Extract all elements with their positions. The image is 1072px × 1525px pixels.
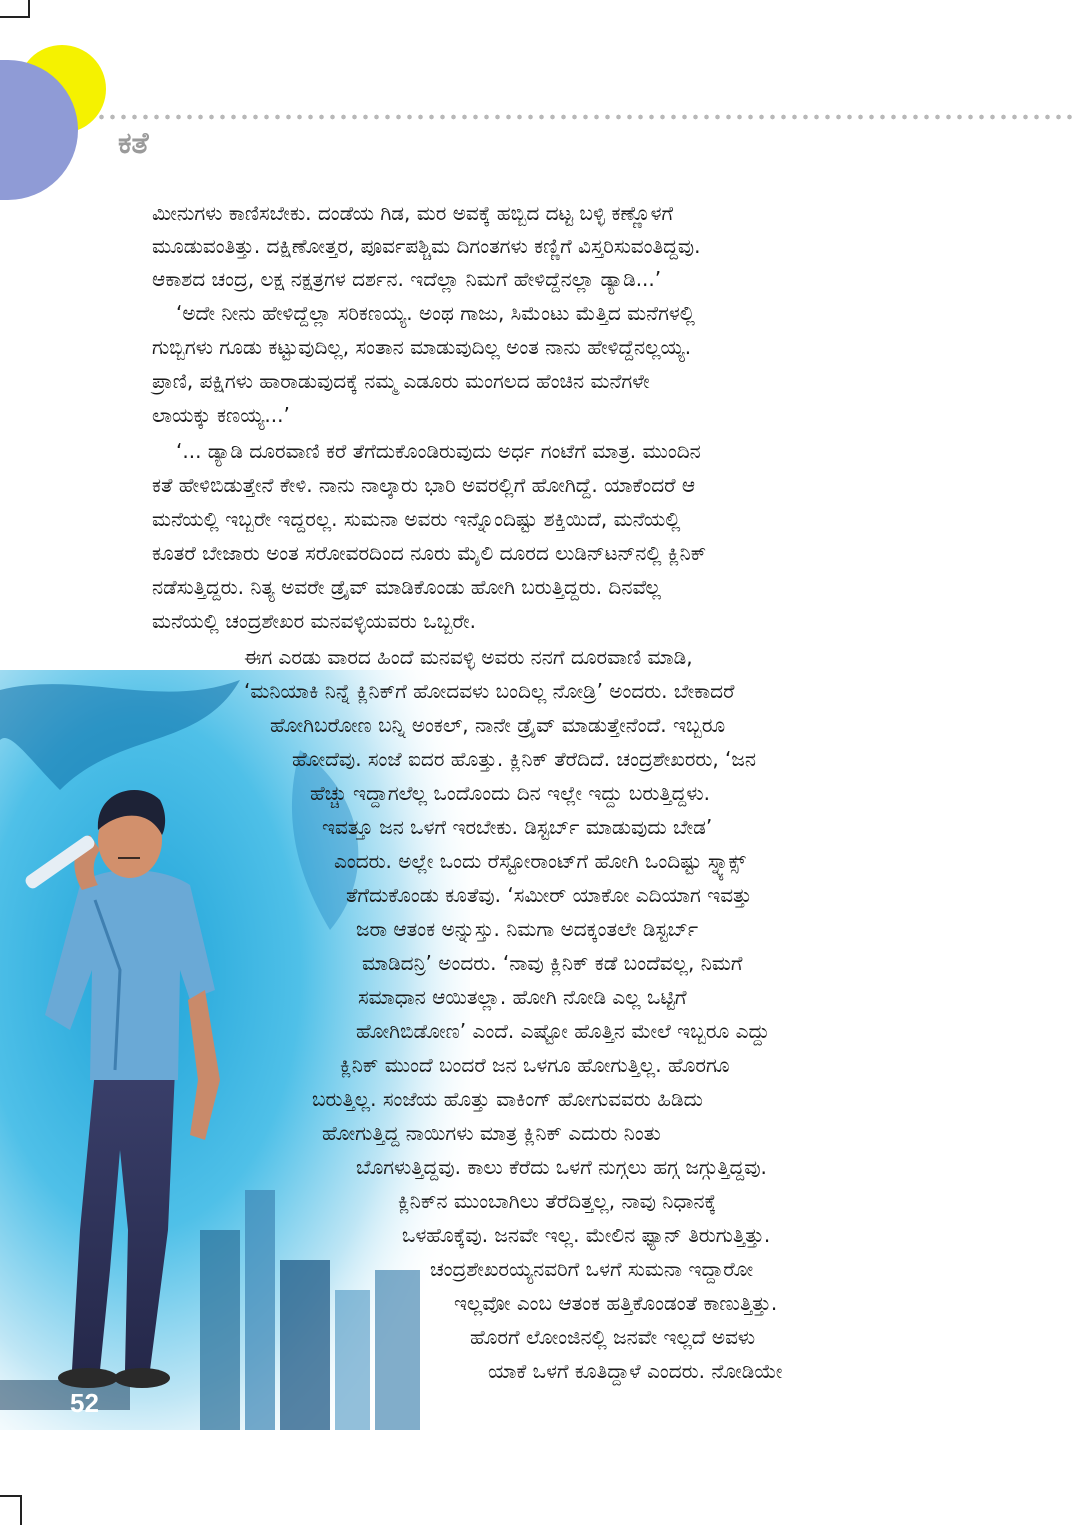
text-line: ಬೊಗಳುತ್ತಿದ್ದವು. ಕಾಲು ಕೆರೆದು ಒಳಗೆ ನುಗ್ಗಲು ಹಗ್ಗ ಜಗ್ಗುತ್ತಿದ್ದವು. <box>356 1155 767 1179</box>
crop-mark-bottom-left-h <box>0 1495 22 1497</box>
text-line: ಮಾಡಿದನ್ರಿ’ ಅಂದರು. ‘ನಾವು ಕ್ಲಿನಿಕ್ ಕಡೆ ಬಂದೆವಲ್ಲ, ನಿಮಗೆ <box>362 951 743 975</box>
text-line: ಹೋದೆವು. ಸಂಜೆ ಐದರ ಹೊತ್ತು. ಕ್ಲಿನಿಕ್ ತೆರೆದಿದೆ. ಚಂದ್ರಶೇಖರರು, ‘ಜನ <box>292 747 756 771</box>
text-line: ಮೂಡುವಂತಿತ್ತು. ದಕ್ಷಿಣೋತ್ತರ, ಪೂರ್ವಪಶ್ಚಿಮ ದಿಗಂತಗಳು ಕಣ್ಣಿಗೆ ವಿಸ್ತರಿಸುವಂತಿದ್ದವು. <box>152 234 701 258</box>
text-line: ಹೋಗಿಬರೋಣ ಬನ್ನಿ ಅಂಕಲ್, ನಾನೇ ಡ್ರೈವ್ ಮಾಡುತ್ತೇನೆಂದೆ. ಇಬ್ಬರೂ <box>270 713 726 737</box>
text-line: ಕತೆ ಹೇಳಿಬಿಡುತ್ತೇನೆ ಕೇಳಿ. ನಾನು ನಾಲ್ಕಾರು ಭಾರಿ ಅವರಲ್ಲಿಗೆ ಹೋಗಿದ್ದೆ. ಯಾಕೆಂದರೆ ಆ <box>152 473 696 497</box>
text-line: ‘ಅದೇ ನೀನು ಹೇಳಿದ್ದೆಲ್ಲಾ ಸರಿಕಣಯ್ಯ. ಅಂಥ ಗಾಜು, ಸಿಮೆಂಟು ಮೆತ್ತಿದ ಮನೆಗಳಲ್ಲಿ <box>176 301 695 325</box>
text-line: ಒಳಹೊಕ್ಕೆವು. ಜನವೇ ಇಲ್ಲ. ಮೇಲಿನ ಫ್ಯಾನ್ ತಿರುಗುತ್ತಿತ್ತು. <box>402 1223 771 1247</box>
text-line: ಕ್ಲಿನಿಕ್‌ನ ಮುಂಬಾಗಿಲು ತೆರೆದಿತ್ತಲ್ಲ, ನಾವು ನಿಧಾನಕ್ಕೆ <box>398 1189 717 1213</box>
text-line: ಹೋಗುತ್ತಿದ್ದ ನಾಯಿಗಳು ಮಾತ್ರ ಕ್ಲಿನಿಕ್ ಎದುರು ನಿಂತು <box>322 1121 661 1145</box>
text-line: ಯಾಕೆ ಒಳಗೆ ಕೂತಿದ್ದಾಳೆ ಎಂದರು. ನೋಡಿಯೇ <box>488 1359 783 1383</box>
text-line: ಬರುತ್ತಿಲ್ಲ. ಸಂಜೆಯ ಹೊತ್ತು ವಾಕಿಂಗ್ ಹೋಗುವವರು ಹಿಡಿದು <box>312 1087 703 1111</box>
section-label: ಕತೆ <box>118 126 149 161</box>
text-line: ಲಾಯಕ್ಕು ಕಣಯ್ಯ...’ <box>152 403 290 427</box>
page-number: 52 <box>70 1388 99 1418</box>
text-line: ಮನೆಯಲ್ಲಿ ಚಂದ್ರಶೇಖರ ಮನವಳ್ಳಿಯವರು ಒಬ್ಬರೇ. <box>152 609 476 633</box>
text-line: ಈಗ ಎರಡು ವಾರದ ಹಿಂದೆ ಮನವಳ್ಳಿ ಅವರು ನನಗೆ ದೂರವಾಣಿ ಮಾಡಿ, <box>244 645 693 669</box>
text-line: ಕೂತರೆ ಬೇಜಾರು ಅಂತ ಸರೋವರದಿಂದ ನೂರು ಮೈಲಿ ದೂರದ ಲುಡಿನ್‌ಟನ್‌ನಲ್ಲಿ ಕ್ಲಿನಿಕ್ <box>152 541 707 565</box>
text-line: ‘... ಡ್ಯಾಡಿ ದೂರವಾಣಿ ಕರೆ ತೆಗೆದುಕೊಂಡಿರುವುದು ಅರ್ಧ ಗಂಟೆಗೆ ಮಾತ್ರ. ಮುಂದಿನ <box>176 439 701 463</box>
text-line: ಪ್ರಾಣಿ, ಪಕ್ಷಿಗಳು ಹಾರಾಡುವುದಕ್ಕೆ ನಮ್ಮ ಎಡೂರು ಮಂಗಲದ ಹೆಂಚಿನ ಮನೆಗಳೇ <box>152 369 650 393</box>
crop-mark-bottom-left-v <box>20 1495 22 1525</box>
crop-mark-top-left-v <box>28 0 30 16</box>
text-line: ಆಕಾಶದ ಚಂದ್ರ, ಲಕ್ಷ ನಕ್ಷತ್ರಗಳ ದರ್ಶನ. ಇದೆಲ್ಲಾ ನಿಮಗೆ ಹೇಳಿದ್ದೆನಲ್ಲಾ ಡ್ಯಾಡಿ...’ <box>152 267 662 291</box>
header-dotted-rule <box>96 114 1072 120</box>
text-line: ನಡೆಸುತ್ತಿದ್ದರು. ನಿತ್ಯ ಅವರೇ ಡ್ರೈವ್ ಮಾಡಿಕೊಂಡು ಹೋಗಿ ಬರುತ್ತಿದ್ದರು. ದಿನವೆಲ್ಲ <box>152 575 661 599</box>
text-line: ಜರಾ ಆತಂಕ ಅನ್ನುಸ್ತು. ನಿಮಗಾ ಅದಕ್ಕಂತಲೇ ಡಿಸ್ಟರ್ಬ್ <box>356 917 699 941</box>
text-line: ಕ್ಲಿನಿಕ್ ಮುಂದೆ ಬಂದರೆ ಜನ ಒಳಗೂ ಹೋಗುತ್ತಿಲ್ಲ. ಹೊರಗೂ <box>340 1053 730 1077</box>
text-line: ಸಮಾಧಾನ ಆಯಿತಲ್ಲಾ. ಹೋಗಿ ನೋಡಿ ಎಲ್ಲ ಒಟ್ಟಿಗೆ <box>358 985 687 1009</box>
text-line: ಚಂದ್ರಶೇಖರಯ್ಯನವರಿಗೆ ಒಳಗೆ ಸುಮನಾ ಇದ್ದಾರೋ <box>430 1257 754 1281</box>
crop-mark-top-left-h <box>0 16 30 18</box>
text-line: ಗುಬ್ಬಿಗಳು ಗೂಡು ಕಟ್ಟುವುದಿಲ್ಲ, ಸಂತಾನ ಮಾಡುವುದಿಲ್ಲ ಅಂತ ನಾನು ಹೇಳಿದ್ದೆನಲ್ಲಯ್ಯ. <box>152 335 692 359</box>
text-line: ಇವತ್ತೂ ಜನ ಒಳಗೆ ಇರಬೇಕು. ಡಿಸ್ಟರ್ಬ್ ಮಾಡುವುದು ಬೇಡ’ <box>322 815 713 839</box>
text-line: ಮೀನುಗಳು ಕಾಣಿಸಬೇಕು. ದಂಡೆಯ ಗಿಡ, ಮರ ಅವಕ್ಕೆ ಹಬ್ಬಿದ ದಟ್ಟ ಬಳ್ಳಿ ಕಣ್ಣೊಳಗೆ <box>152 201 674 225</box>
text-line: ‘ಮನಿಯಾಕಿ ನಿನ್ನೆ ಕ್ಲಿನಿಕ್‌ಗೆ ಹೋದವಳು ಬಂದಿಲ್ಲ ನೋಡ್ರಿ’ ಅಂದರು. ಬೇಕಾದರೆ <box>244 679 735 703</box>
text-line: ಹೋಗಿಬಿಡೋಣ’ ಎಂದೆ. ಎಷ್ಟೋ ಹೊತ್ತಿನ ಮೇಲೆ ಇಬ್ಬರೂ ಎದ್ದು <box>356 1019 770 1043</box>
text-line: ಎಂದರು. ಅಲ್ಲೇ ಒಂದು ರೆಸ್ಟೋರಾಂಟ್‌ಗೆ ಹೋಗಿ ಒಂದಿಷ್ಟು ಸ್ನ್ಯಾಕ್ಸ್ <box>334 849 746 873</box>
text-line: ಮನೆಯಲ್ಲಿ ಇಬ್ಬರೇ ಇದ್ದರಲ್ಲ. ಸುಮನಾ ಅವರು ಇನ್ನೊಂದಿಷ್ಟು ಶಕ್ತಿಯಿದೆ, ಮನೆಯಲ್ಲಿ <box>152 507 681 531</box>
text-line: ಹೊರಗೆ ಲೋಂಜಿನಲ್ಲಿ ಜನವೇ ಇಲ್ಲದೆ ಅವಳು <box>470 1325 756 1349</box>
text-line: ಇಲ್ಲವೋ ಎಂಬ ಆತಂಕ ಹತ್ತಿಕೊಂಡಂತೆ ಕಾಣುತ್ತಿತ್ತು. <box>454 1291 778 1315</box>
text-line: ತೆಗೆದುಕೊಂಡು ಕೂತೆವು. ‘ಸಮೀರ್ ಯಾಕೋ ಎದಿಯಾಗ ಇವತ್ತು <box>346 883 752 907</box>
text-line: ಹೆಚ್ಚು ಇದ್ದಾಗಲೆಲ್ಲ ಒಂದೊಂದು ದಿನ ಇಲ್ಲೇ ಇದ್ದು ಬರುತ್ತಿದ್ದಳು. <box>310 781 710 805</box>
